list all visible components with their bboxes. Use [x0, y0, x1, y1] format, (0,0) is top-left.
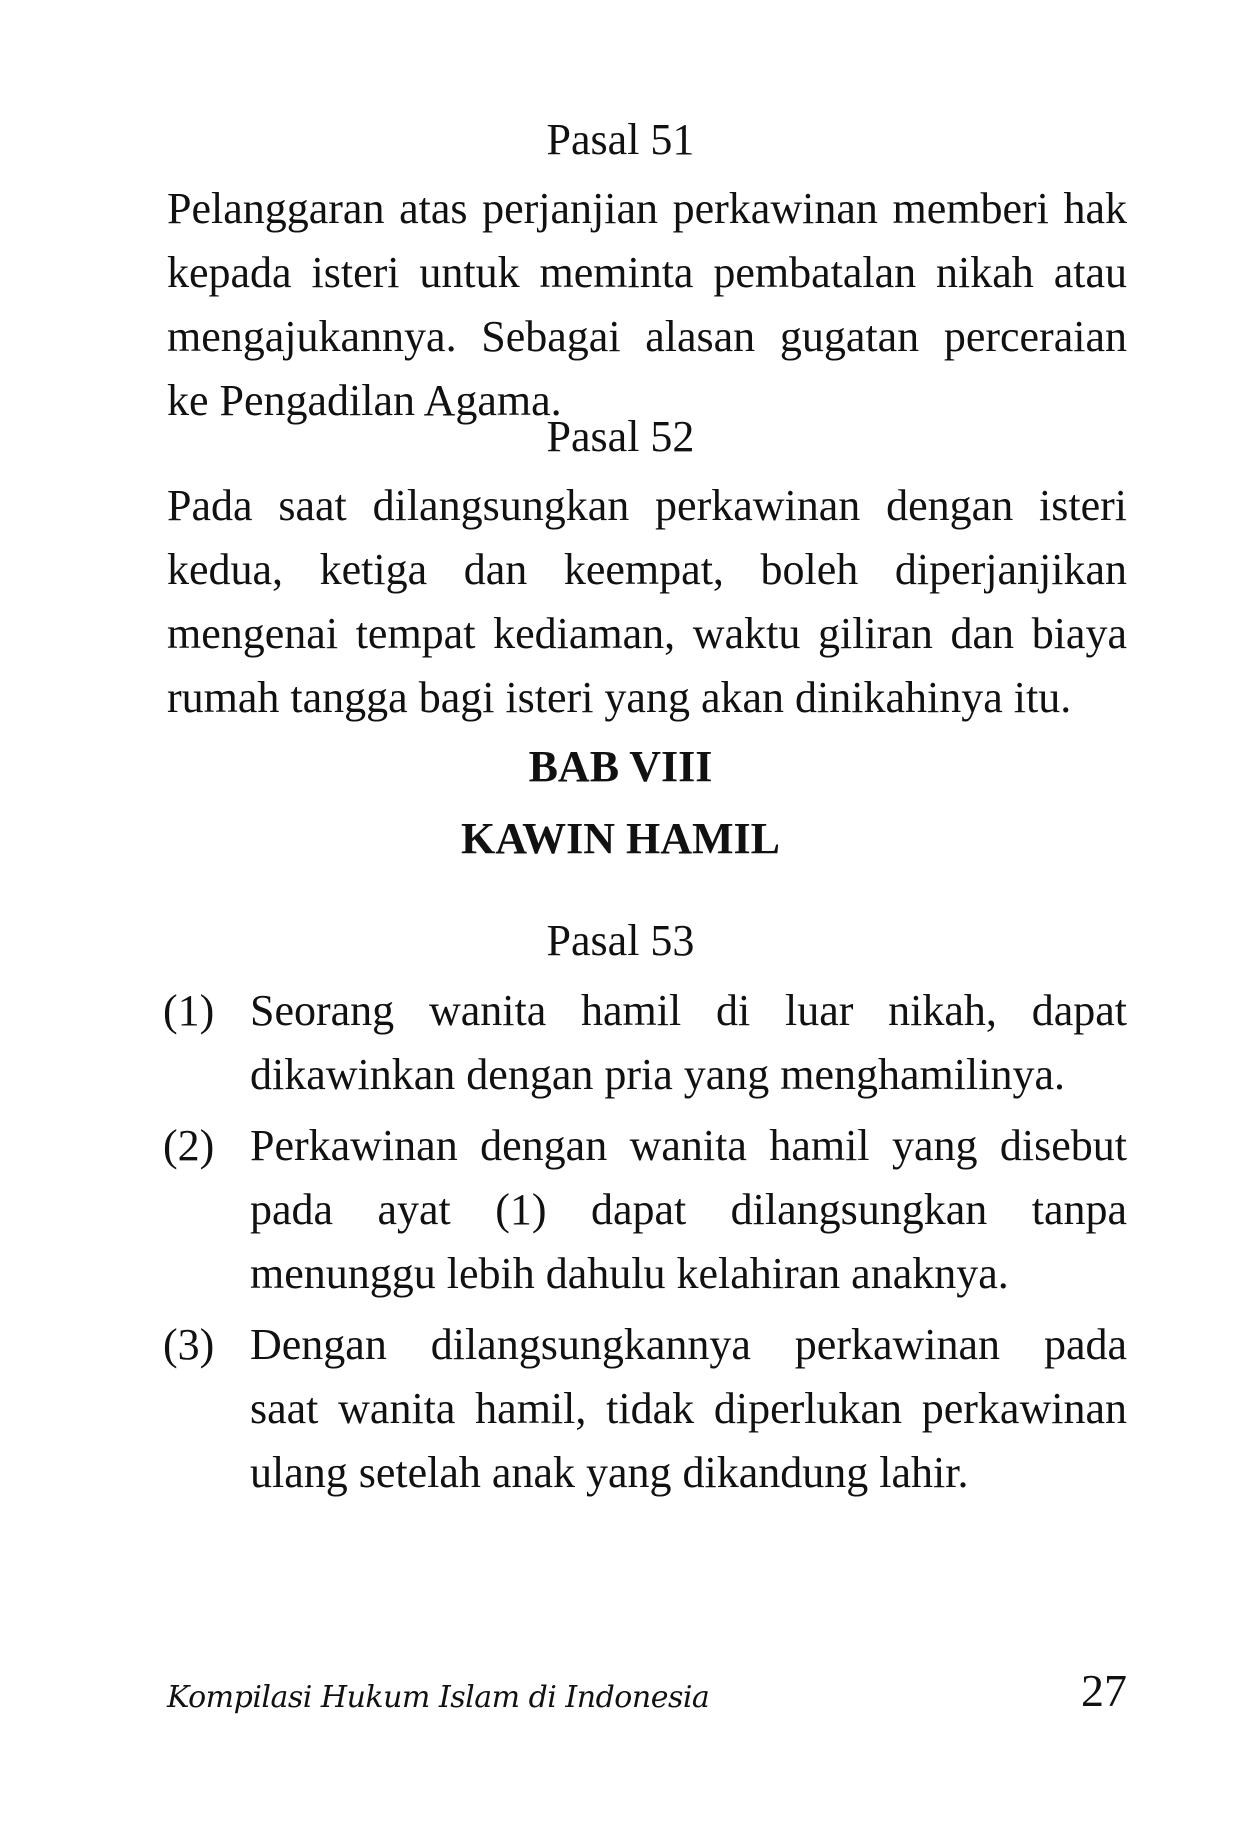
- text-line: Perkawinan dengan wanita hamil yang disebut: [250, 1121, 1127, 1170]
- text-line: saat wanita hamil, tidak diperlukan perkawinan: [250, 1384, 1127, 1433]
- text-line: Dengan dilangsungkannya perkawinan pada: [250, 1320, 1127, 1369]
- chapter-number: BAB VIII: [528, 742, 713, 791]
- item-number: (2): [163, 1121, 215, 1170]
- text-line: ke Pengadilan Agama.: [167, 376, 562, 425]
- item-number: (3): [163, 1320, 215, 1369]
- item-number: (1): [163, 986, 215, 1035]
- chapter-title: KAWIN HAMIL: [460, 814, 781, 863]
- item-text: [250, 1114, 1127, 1306]
- text-line: Seorang wanita hamil di luar nikah, dapat: [250, 986, 1127, 1035]
- text-line: ulang setelah anak yang dikandung lahir.: [250, 1448, 969, 1497]
- pasal-53-heading: Pasal 53: [546, 916, 695, 965]
- text-line: dikawinkan dengan pria yang menghamilinya.: [250, 1050, 1065, 1099]
- text-line: menunggu lebih dahulu kelahiran anaknya.: [250, 1249, 1009, 1298]
- pasal-52-text: [167, 474, 1127, 730]
- pasal-52-heading: Pasal 52: [546, 412, 695, 461]
- pasal-51-heading: Pasal 51: [546, 115, 695, 164]
- text-line: mengajukannya. Sebagai alasan gugatan perceraian: [167, 312, 1127, 361]
- text-line: rumah tangga bagi isteri yang akan dinikahinya itu.: [167, 673, 1072, 722]
- book-title: Kompilasi Hukum Islam di Indonesia: [167, 1680, 710, 1715]
- text-line: pada ayat (1) dapat dilangsungkan tanpa: [250, 1185, 1127, 1234]
- pasal-51-text: [167, 177, 1127, 433]
- text-line: Pada saat dilangsungkan perkawinan dengan isteri: [167, 481, 1127, 530]
- item-text: [250, 979, 1127, 1107]
- text-line: mengenai tempat kediaman, waktu giliran dan biaya: [167, 609, 1127, 658]
- text-line: kepada isteri untuk meminta pembatalan nikah atau: [167, 248, 1127, 297]
- item-text: [250, 1313, 1127, 1505]
- page-number: 27: [1081, 1665, 1127, 1716]
- text-line: Pelanggaran atas perjanjian perkawinan memberi hak: [167, 184, 1127, 233]
- text-line: kedua, ketiga dan keempat, boleh diperjanjikan: [167, 545, 1127, 594]
